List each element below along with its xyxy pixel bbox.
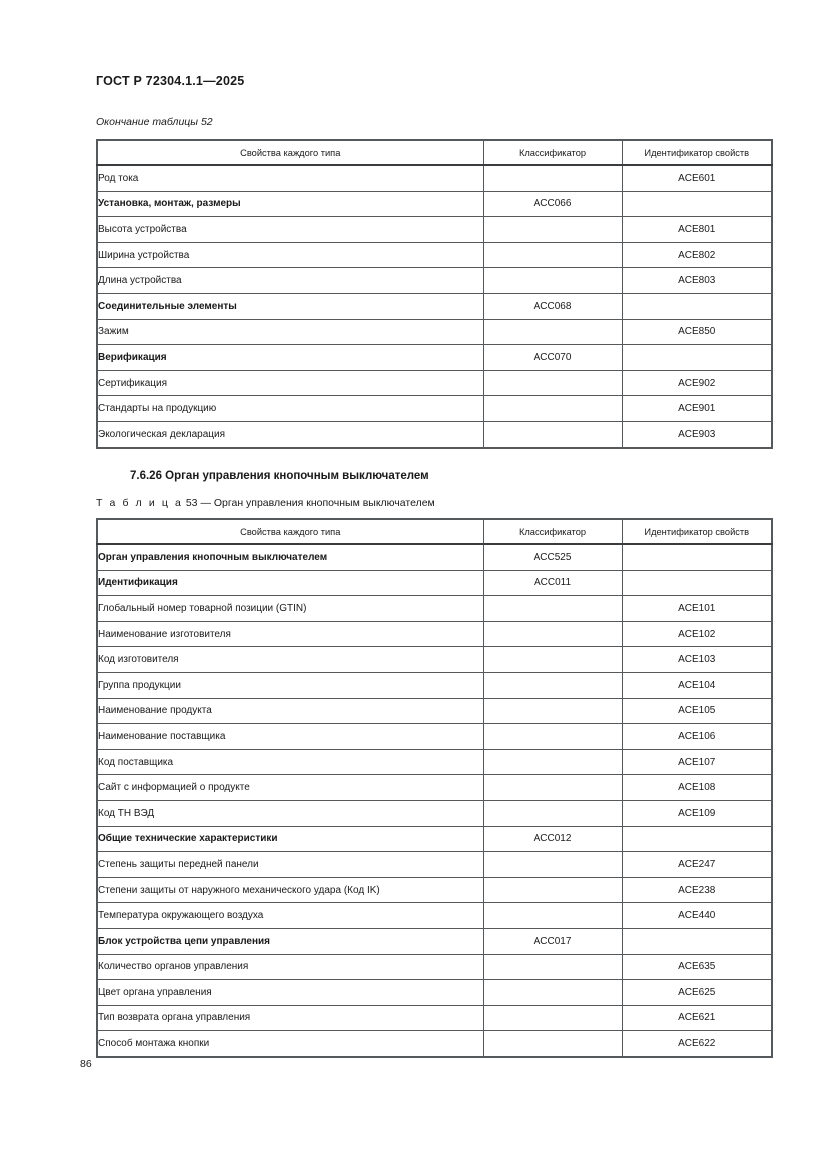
- cell-classifier: [483, 1031, 622, 1057]
- cell-identifier: ACE247: [622, 852, 772, 878]
- table-caption-title: Орган управления кнопочным выключателем: [213, 497, 435, 509]
- cell-classifier: [483, 396, 622, 422]
- cell-classifier: [483, 877, 622, 903]
- cell-classifier: [483, 621, 622, 647]
- cell-identifier: ACE238: [622, 877, 772, 903]
- cell-identifier: ACE622: [622, 1031, 772, 1057]
- table-row: [97, 293, 772, 319]
- table-header-row: [97, 140, 772, 165]
- table-caption-number: 53: [185, 497, 198, 509]
- table-52-head: [97, 140, 772, 165]
- cell-property: Наименование поставщика: [97, 724, 483, 750]
- cell-identifier: ACE102: [622, 621, 772, 647]
- table-row: [97, 749, 772, 775]
- cell-property: Температура окружающего воздуха: [97, 903, 483, 929]
- table-row: [97, 544, 772, 570]
- cell-identifier: [622, 928, 772, 954]
- table-53-head: [97, 519, 772, 544]
- table-row: [97, 800, 772, 826]
- table-row: [97, 1005, 772, 1031]
- table-caption-label: Т а б л и ц а: [96, 497, 183, 509]
- cell-property: Группа продукции: [97, 672, 483, 698]
- cell-identifier: ACE107: [622, 749, 772, 775]
- table-row: [97, 903, 772, 929]
- table-row: [97, 421, 772, 447]
- cell-property: Наименование продукта: [97, 698, 483, 724]
- cell-classifier: [483, 268, 622, 294]
- cell-classifier: ACC066: [483, 191, 622, 217]
- table-row: [97, 370, 772, 396]
- cell-classifier: [483, 165, 622, 191]
- table-row: [97, 954, 772, 980]
- running-header: ГОСТ Р 72304.1.1—2025: [96, 74, 245, 88]
- cell-property: Экологическая декларация: [97, 421, 483, 447]
- column-header-identifier: Идентификатор свойств: [622, 519, 772, 544]
- cell-classifier: [483, 980, 622, 1006]
- cell-identifier: ACE621: [622, 1005, 772, 1031]
- cell-classifier: [483, 647, 622, 673]
- cell-classifier: [483, 217, 622, 243]
- table-row: [97, 775, 772, 801]
- column-header-properties: Свойства каждого типа: [97, 519, 483, 544]
- section-heading: 7.6.26 Орган управления кнопочным выключателем: [130, 470, 429, 482]
- table-row: [97, 621, 772, 647]
- cell-property: Глобальный номер товарной позиции (GTIN): [97, 596, 483, 622]
- cell-property: Соединительные элементы: [97, 293, 483, 319]
- cell-property: Сертификация: [97, 370, 483, 396]
- cell-identifier: ACE109: [622, 800, 772, 826]
- cell-property: Длина устройства: [97, 268, 483, 294]
- cell-property: Код ТН ВЭД: [97, 800, 483, 826]
- cell-classifier: [483, 421, 622, 447]
- table-header-row: [97, 519, 772, 544]
- table-row: [97, 217, 772, 243]
- cell-property: Общие технические характеристики: [97, 826, 483, 852]
- cell-identifier: ACE440: [622, 903, 772, 929]
- cell-property: Высота устройства: [97, 217, 483, 243]
- cell-property: Блок устройства цепи управления: [97, 928, 483, 954]
- table-row: [97, 570, 772, 596]
- cell-classifier: [483, 672, 622, 698]
- cell-classifier: [483, 800, 622, 826]
- table-row: [97, 345, 772, 371]
- cell-property: Орган управления кнопочным выключателем: [97, 544, 483, 570]
- cell-identifier: [622, 191, 772, 217]
- table-row: [97, 698, 772, 724]
- cell-property: Верификация: [97, 345, 483, 371]
- cell-classifier: [483, 724, 622, 750]
- cell-identifier: ACE901: [622, 396, 772, 422]
- cell-identifier: ACE902: [622, 370, 772, 396]
- cell-classifier: [483, 596, 622, 622]
- table-row: [97, 647, 772, 673]
- cell-classifier: [483, 698, 622, 724]
- cell-identifier: ACE104: [622, 672, 772, 698]
- page-number: 86: [80, 1058, 92, 1070]
- table-row: [97, 852, 772, 878]
- cell-property: Установка, монтаж, размеры: [97, 191, 483, 217]
- cell-classifier: [483, 242, 622, 268]
- cell-identifier: ACE635: [622, 954, 772, 980]
- cell-property: Идентификация: [97, 570, 483, 596]
- table-row: [97, 1031, 772, 1057]
- cell-property: Стандарты на продукцию: [97, 396, 483, 422]
- cell-identifier: [622, 345, 772, 371]
- table-row: [97, 672, 772, 698]
- table-row: [97, 191, 772, 217]
- cell-classifier: ACC525: [483, 544, 622, 570]
- cell-property: Способ монтажа кнопки: [97, 1031, 483, 1057]
- table-row: [97, 928, 772, 954]
- cell-identifier: ACE103: [622, 647, 772, 673]
- cell-property: Количество органов управления: [97, 954, 483, 980]
- cell-property: Ширина устройства: [97, 242, 483, 268]
- column-header-identifier: Идентификатор свойств: [622, 140, 772, 165]
- column-header-classifier: Классификатор: [483, 140, 622, 165]
- cell-property: Цвет органа управления: [97, 980, 483, 1006]
- column-header-classifier: Классификатор: [483, 519, 622, 544]
- cell-classifier: [483, 749, 622, 775]
- table-row: [97, 980, 772, 1006]
- cell-classifier: [483, 852, 622, 878]
- table-53: [96, 518, 773, 1058]
- cell-classifier: ACC017: [483, 928, 622, 954]
- table-row: [97, 268, 772, 294]
- table-row: [97, 319, 772, 345]
- cell-identifier: ACE850: [622, 319, 772, 345]
- cell-classifier: ACC070: [483, 345, 622, 371]
- cell-classifier: ACC011: [483, 570, 622, 596]
- cell-identifier: [622, 826, 772, 852]
- table-52-caption: Окончание таблицы 52: [96, 116, 213, 128]
- cell-property: Степень защиты передней панели: [97, 852, 483, 878]
- table-row: [97, 877, 772, 903]
- cell-identifier: ACE106: [622, 724, 772, 750]
- column-header-properties: Свойства каждого типа: [97, 140, 483, 165]
- cell-identifier: [622, 570, 772, 596]
- table-row: [97, 242, 772, 268]
- cell-classifier: [483, 954, 622, 980]
- cell-property: Тип возврата органа управления: [97, 1005, 483, 1031]
- cell-identifier: ACE105: [622, 698, 772, 724]
- cell-property: Зажим: [97, 319, 483, 345]
- cell-identifier: [622, 293, 772, 319]
- cell-property: Наименование изготовителя: [97, 621, 483, 647]
- cell-classifier: [483, 775, 622, 801]
- cell-classifier: [483, 319, 622, 345]
- cell-property: Степени защиты от наружного механического удара (Код IK): [97, 877, 483, 903]
- cell-identifier: ACE903: [622, 421, 772, 447]
- cell-classifier: ACC068: [483, 293, 622, 319]
- cell-identifier: ACE803: [622, 268, 772, 294]
- table-row: [97, 596, 772, 622]
- cell-property: Сайт с информацией о продукте: [97, 775, 483, 801]
- cell-identifier: ACE101: [622, 596, 772, 622]
- cell-classifier: [483, 903, 622, 929]
- cell-identifier: ACE801: [622, 217, 772, 243]
- cell-identifier: [622, 544, 772, 570]
- cell-classifier: [483, 370, 622, 396]
- table-52-body: [97, 165, 772, 448]
- cell-identifier: ACE601: [622, 165, 772, 191]
- table-row: [97, 396, 772, 422]
- table-53-caption: [96, 497, 435, 509]
- cell-classifier: [483, 1005, 622, 1031]
- cell-property: Род тока: [97, 165, 483, 191]
- table-row: [97, 826, 772, 852]
- cell-property: Код изготовителя: [97, 647, 483, 673]
- table-53-body: [97, 544, 772, 1057]
- table-row: [97, 724, 772, 750]
- table-caption-dash: —: [200, 497, 211, 509]
- table-row: [97, 165, 772, 191]
- cell-identifier: ACE625: [622, 980, 772, 1006]
- cell-identifier: ACE802: [622, 242, 772, 268]
- table-52: [96, 139, 773, 449]
- cell-property: Код поставщика: [97, 749, 483, 775]
- cell-classifier: ACC012: [483, 826, 622, 852]
- cell-identifier: ACE108: [622, 775, 772, 801]
